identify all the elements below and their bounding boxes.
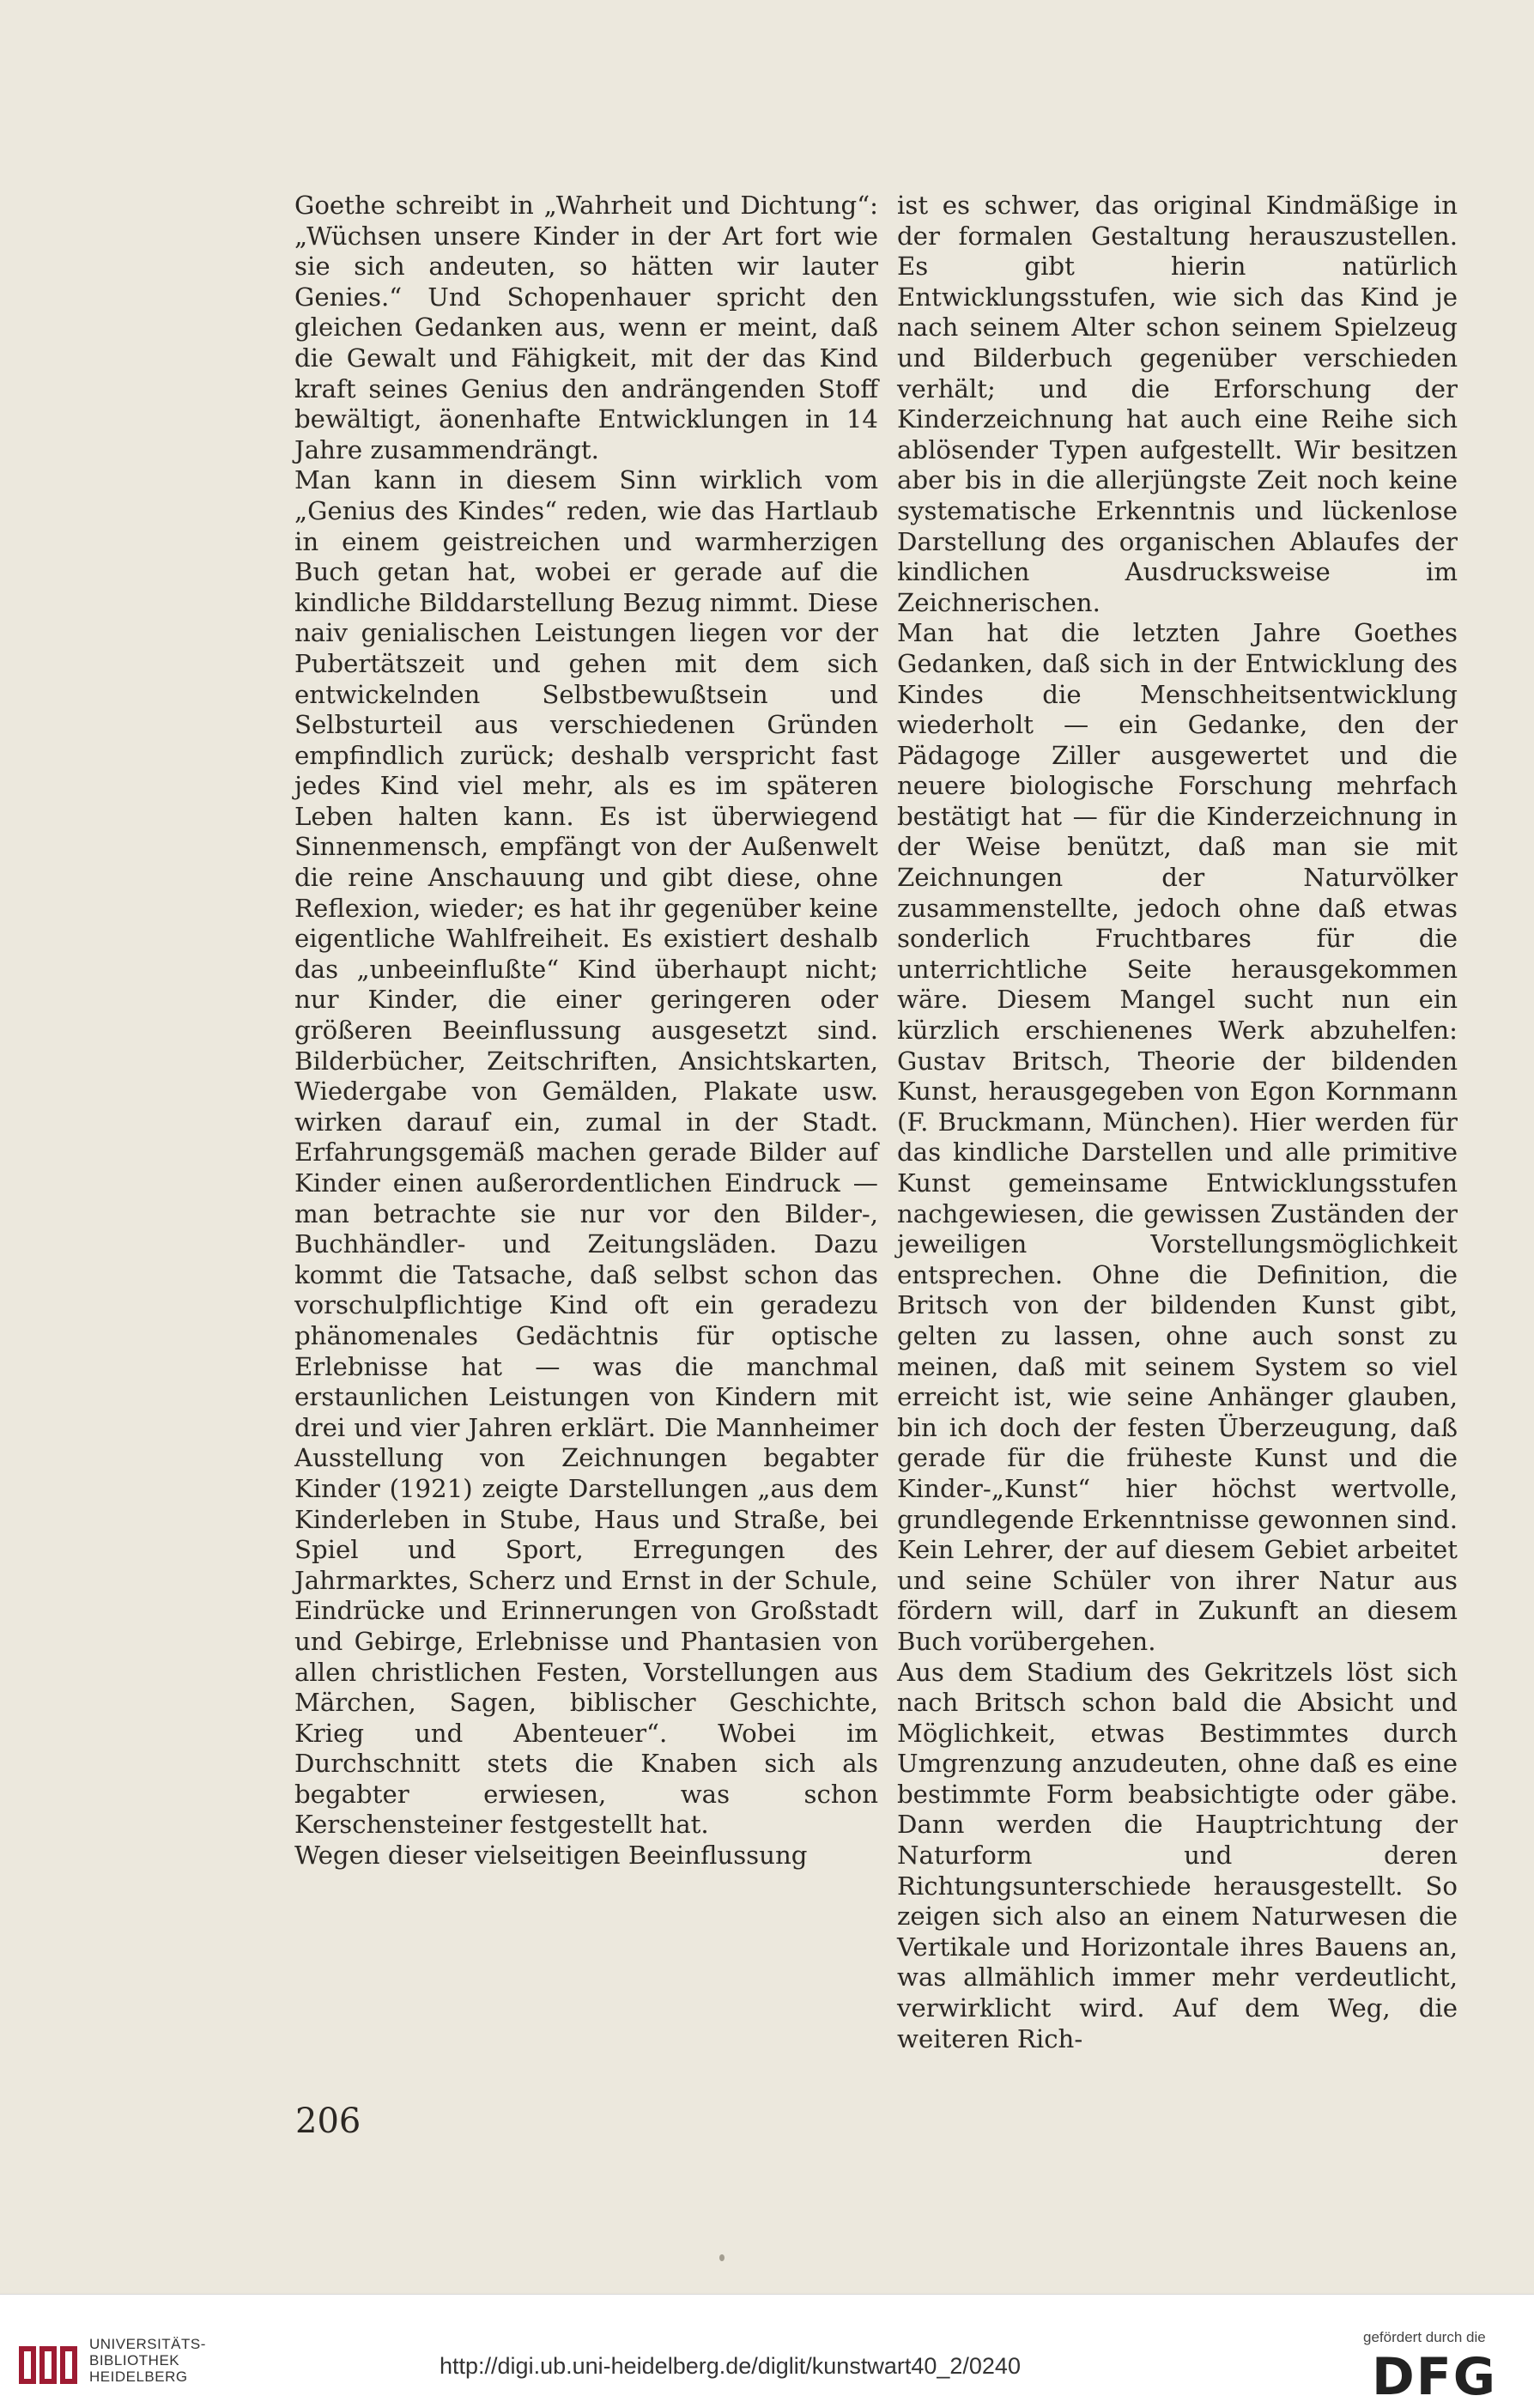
paragraph: ist es schwer, das original Kindmäßige in der formalen Gestaltung herauszustellen. Es gibt hierin natürlich Entwicklungsstufen, wie sich das Kind je nach seinem Alter schon seinem Spielzeug und Bilderbuch gegenüber verschieden verhält; und die Erforschung der Kinderzeichnung hat auch eine Reihe sich ablösender Typen aufgestellt. Wir besitzen aber bis in die allerjüngste Zeit noch keine systematische Erkenntnis und lückenlose Darstellung des organischen Ablaufes der kindlichen Ausdrucksweise im Zeichnerischen.	[897, 191, 1458, 617]
library-name: UNIVERSITÄTS- BIBLIOTHEK HEIDELBERG	[89, 2336, 206, 2385]
paragraph: Goethe schreibt in „Wahrheit und Dichtung“: „Wüchsen unsere Kinder in der Art fort wie sie sich andeuten, so hätten wir lauter Genies.“ Und Schopenhauer spricht den gleichen Gedanken aus, wenn er meint, daß die Gewalt und Fähigkeit, mit der das Kind kraft seines Genius den andrängenden Stoff bewältigt, äonenhafte Entwicklungen in 14 Jahre zusammendrängt.	[294, 191, 878, 464]
university-library-logo-icon	[17, 2343, 79, 2387]
page-number: 206	[295, 2102, 361, 2141]
paragraph: Man kann in diesem Sinn wirklich vom „Genius des Kindes“ reden, wie das Hartlaub in einem geistreichen und warmherzigen Buch getan hat, wobei er gerade auf die kindliche Bilddarstellung Bezug nimmt. Diese naiv genialischen Leistungen liegen vor der Pubertätszeit und gehen mit dem sich entwickelnden Selbstbewußtsein und Selbsturteil aus verschiedenen Gründen empfindlich zurück; deshalb verspricht fast jedes Kind viel mehr, als es im späteren Leben halten kann. Es ist überwiegend Sinnenmensch, empfängt von der Außenwelt die reine Anschauung und gibt diese, ohne Reflexion, wieder; es hat ihr gegenüber keine eigentliche Wahlfreiheit. Es existiert deshalb das „unbeeinflußte“ Kind überhaupt nicht; nur Kinder, die einer geringeren oder größeren Beeinflussung ausgesetzt sind. Bilderbücher, Zeitschriften, Ansichtskarten, Wiedergabe von Gemälden, Plakate usw. wirken darauf ein, zumal in der Stadt. Erfahrungsgemäß machen gerade Bilder auf Kinder einen außerordentlichen Eindruck — man betrachte sie nur vor den Bilder-, Buchhändler- und Zeitungsläden. Dazu kommt die Tatsache, daß selbst schon das vorschulpflichtige Kind oft ein geradezu phänomenales Gedächtnis für optische Erlebnisse hat — was die manchmal erstaunlichen Leistungen von Kindern mit drei und vier Jahren erklärt. Die Mannheimer Ausstellung von Zeichnungen begabter Kinder (1921) zeigte Darstellungen „aus dem Kinderleben in Stube, Haus und Straße, bei Spiel und Sport, Erregungen des Jahrmarktes, Scherz und Ernst in der Schule, Eindrücke und Erinnerungen von Großstadt und Gebirge, Erlebnisse und Phantasien von allen christlichen Festen, Vorstellungen aus Märchen, Sagen, biblischer Geschichte, Krieg und Abenteuer“. Wobei im Durchschnitt stets die Knaben sich als begabter erwiesen, was schon Kerschensteiner festgestellt hat.	[294, 465, 878, 1840]
permalink-url[interactable]: http://digi.ub.uni-heidelberg.de/diglit/kunstwart40_2/0240	[440, 2353, 1021, 2379]
dfg-logo: DFG	[1372, 2347, 1498, 2407]
scan-speck	[719, 2254, 725, 2261]
viewer-footer	[0, 2294, 1534, 2408]
left-text-column	[294, 191, 878, 1871]
paragraph: Wegen dieser vielseitigen Beeinflussung	[294, 1841, 808, 1871]
right-text-column	[897, 191, 1458, 2054]
paragraph: Man hat die letzten Jahre Goethes Gedanken, daß sich in der Entwicklung des Kindes die Menschheitsentwicklung wiederholt — ein Gedanke, den der Pädagoge Ziller ausgewertet und die neuere biologische Forschung mehrfach bestätigt hat — für die Kinderzeichnung in der Weise benützt, daß man sie mit Zeichnungen der Naturvölker zusammenstellte, jedoch ohne daß etwas sonderlich Fruchtbares für die unterrichtliche Seite herausgekommen wäre. Diesem Mangel sucht nun ein kürzlich erschienenes Werk abzuhelfen: Gustav Britsch, Theorie der bildenden Kunst, herausgegeben von Egon Kornmann (F. Bruckmann, München). Hier werden für das kindliche Darstellen und alle primitive Kunst gemeinsame Entwicklungsstufen nachgewiesen, die gewissen Zuständen der jeweiligen Vorstellungsmöglichkeit entsprechen. Ohne die Definition, die Britsch von der bildenden Kunst gibt, gelten zu lassen, ohne auch sonst zu meinen, daß mit seinem System so viel erreicht ist, wie seine Anhänger glauben, bin ich doch der festen Überzeugung, daß gerade für die früheste Kunst und die Kinder-„Kunst“ hier höchst wertvolle, grundlegende Erkenntnisse gewonnen sind. Kein Lehrer, der auf diesem Gebiet arbeitet und seine Schüler von ihrer Natur aus fördern will, darf in Zukunft an diesem Buch vorübergehen.	[897, 618, 1458, 1656]
funding-note: gefördert durch die	[1363, 2329, 1486, 2345]
paragraph: Aus dem Stadium des Gekritzels löst sich nach Britsch schon bald die Absicht und Möglichkeit, etwas Bestimmtes durch Umgrenzung anzudeuten, ohne daß es eine bestimmte Form beabsichtigte oder gäbe. Dann werden die Hauptrichtung der Naturform und deren Richtungsunterschiede herausgestellt. So zeigen sich also an einem Naturwesen die Vertikale und Horizontale ihres Bauens an, was allmählich immer mehr verdeutlicht, verwirklicht wird. Auf dem Weg, die weiteren Rich-	[897, 1657, 1458, 2053]
